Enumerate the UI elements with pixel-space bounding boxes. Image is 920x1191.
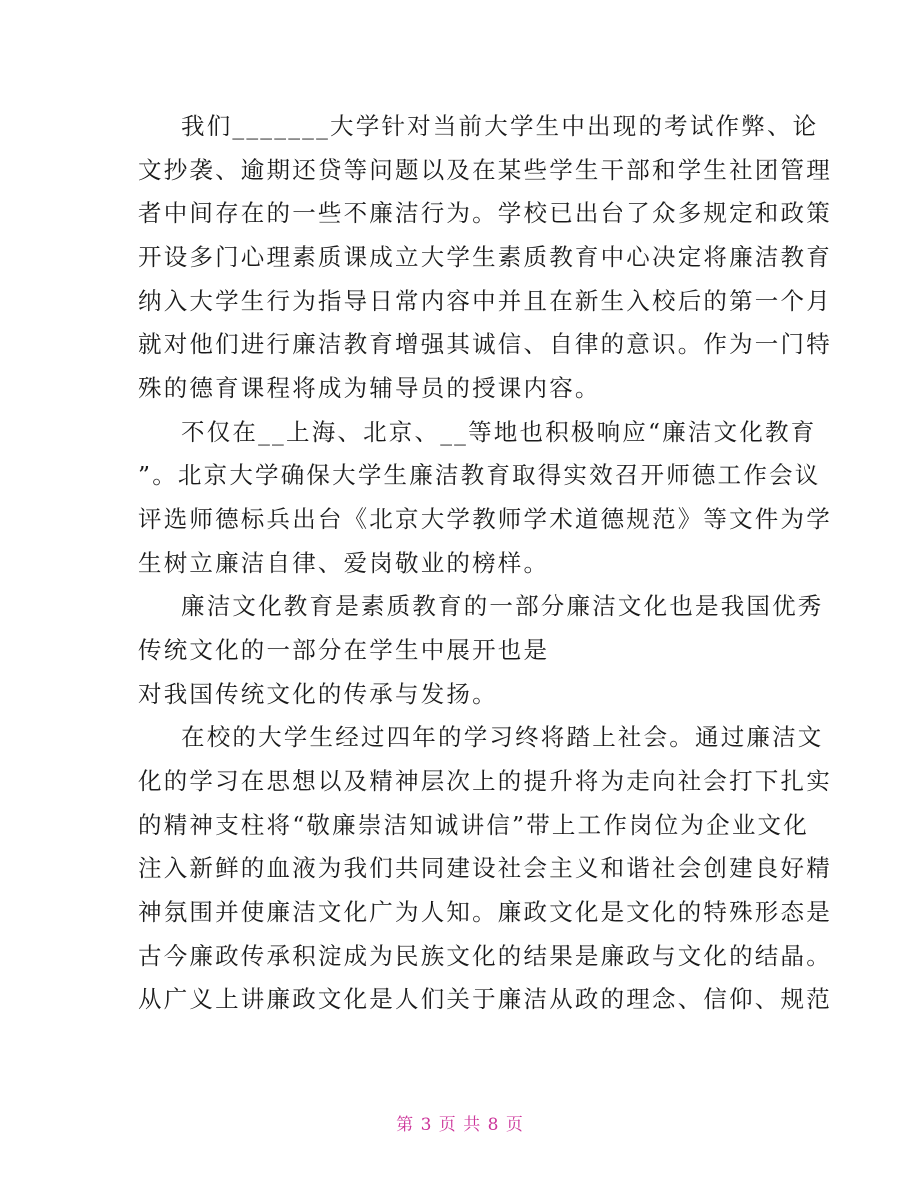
text-line: 在校的大学生经过四年的学习终将踏上社会。通过廉洁文 bbox=[181, 723, 824, 751]
text-line: 神氛围并使廉洁文化广为人知。廉政文化是文化的特殊形态是 bbox=[138, 898, 832, 926]
text-line: 生树立廉洁自律、爱岗敬业的榜样。 bbox=[138, 549, 550, 577]
text-line: 古今廉政传承积淀成为民族文化的结果是廉政与文化的结晶。 bbox=[138, 942, 832, 970]
text-line: 开设多门心理素质课成立大学生素质教育中心决定将廉洁教育 bbox=[138, 243, 832, 271]
text-line: 注入新鲜的血液为我们共同建设社会主义和谐社会创建良好精 bbox=[138, 854, 832, 882]
text-line: 化的学习在思想以及精神层次上的提升将为走向社会打下扎实 bbox=[138, 767, 832, 795]
text-line: 就对他们进行廉洁教育增强其诚信、自律的意识。作为一门特 bbox=[138, 330, 832, 358]
text-line: 评选师德标兵出台《北京大学教师学术道德规范》等文件为学 bbox=[138, 505, 832, 533]
text-line: 殊的德育课程将成为辅导员的授课内容。 bbox=[138, 374, 601, 402]
text-line: 的精神支柱将“敬廉崇洁知诚讲信”带上工作岗位为企业文化 bbox=[138, 811, 809, 839]
text-line: 对我国传统文化的传承与发扬。 bbox=[138, 680, 498, 708]
text-line: 我们_______大学针对当前大学生中出现的考试作弊、论 bbox=[181, 112, 819, 140]
text-line: 纳入大学生行为指导日常内容中并且在新生入校后的第一个月 bbox=[138, 287, 832, 315]
text-line: 者中间存在的一些不廉洁行为。学校已出台了众多规定和政策 bbox=[138, 199, 832, 227]
text-line: 传统文化的一部分在学生中展开也是 bbox=[138, 636, 550, 664]
text-line: 从广义上讲廉政文化是人们关于廉洁从政的理念、信仰、规范 bbox=[138, 985, 832, 1013]
text-line: 廉洁文化教育是素质教育的一部分廉洁文化也是我国优秀 bbox=[181, 592, 824, 620]
text-line: ”。北京大学确保大学生廉洁教育取得实效召开师德工作会议 bbox=[138, 461, 821, 489]
page-number-footer: 第 3 页 共 8 页 bbox=[396, 1115, 524, 1135]
text-line: 文抄袭、逾期还贷等问题以及在某些学生干部和学生社团管理 bbox=[138, 156, 832, 184]
text-line: 不仅在__上海、北京、__等地也积极响应“廉洁文化教育 bbox=[181, 418, 817, 446]
